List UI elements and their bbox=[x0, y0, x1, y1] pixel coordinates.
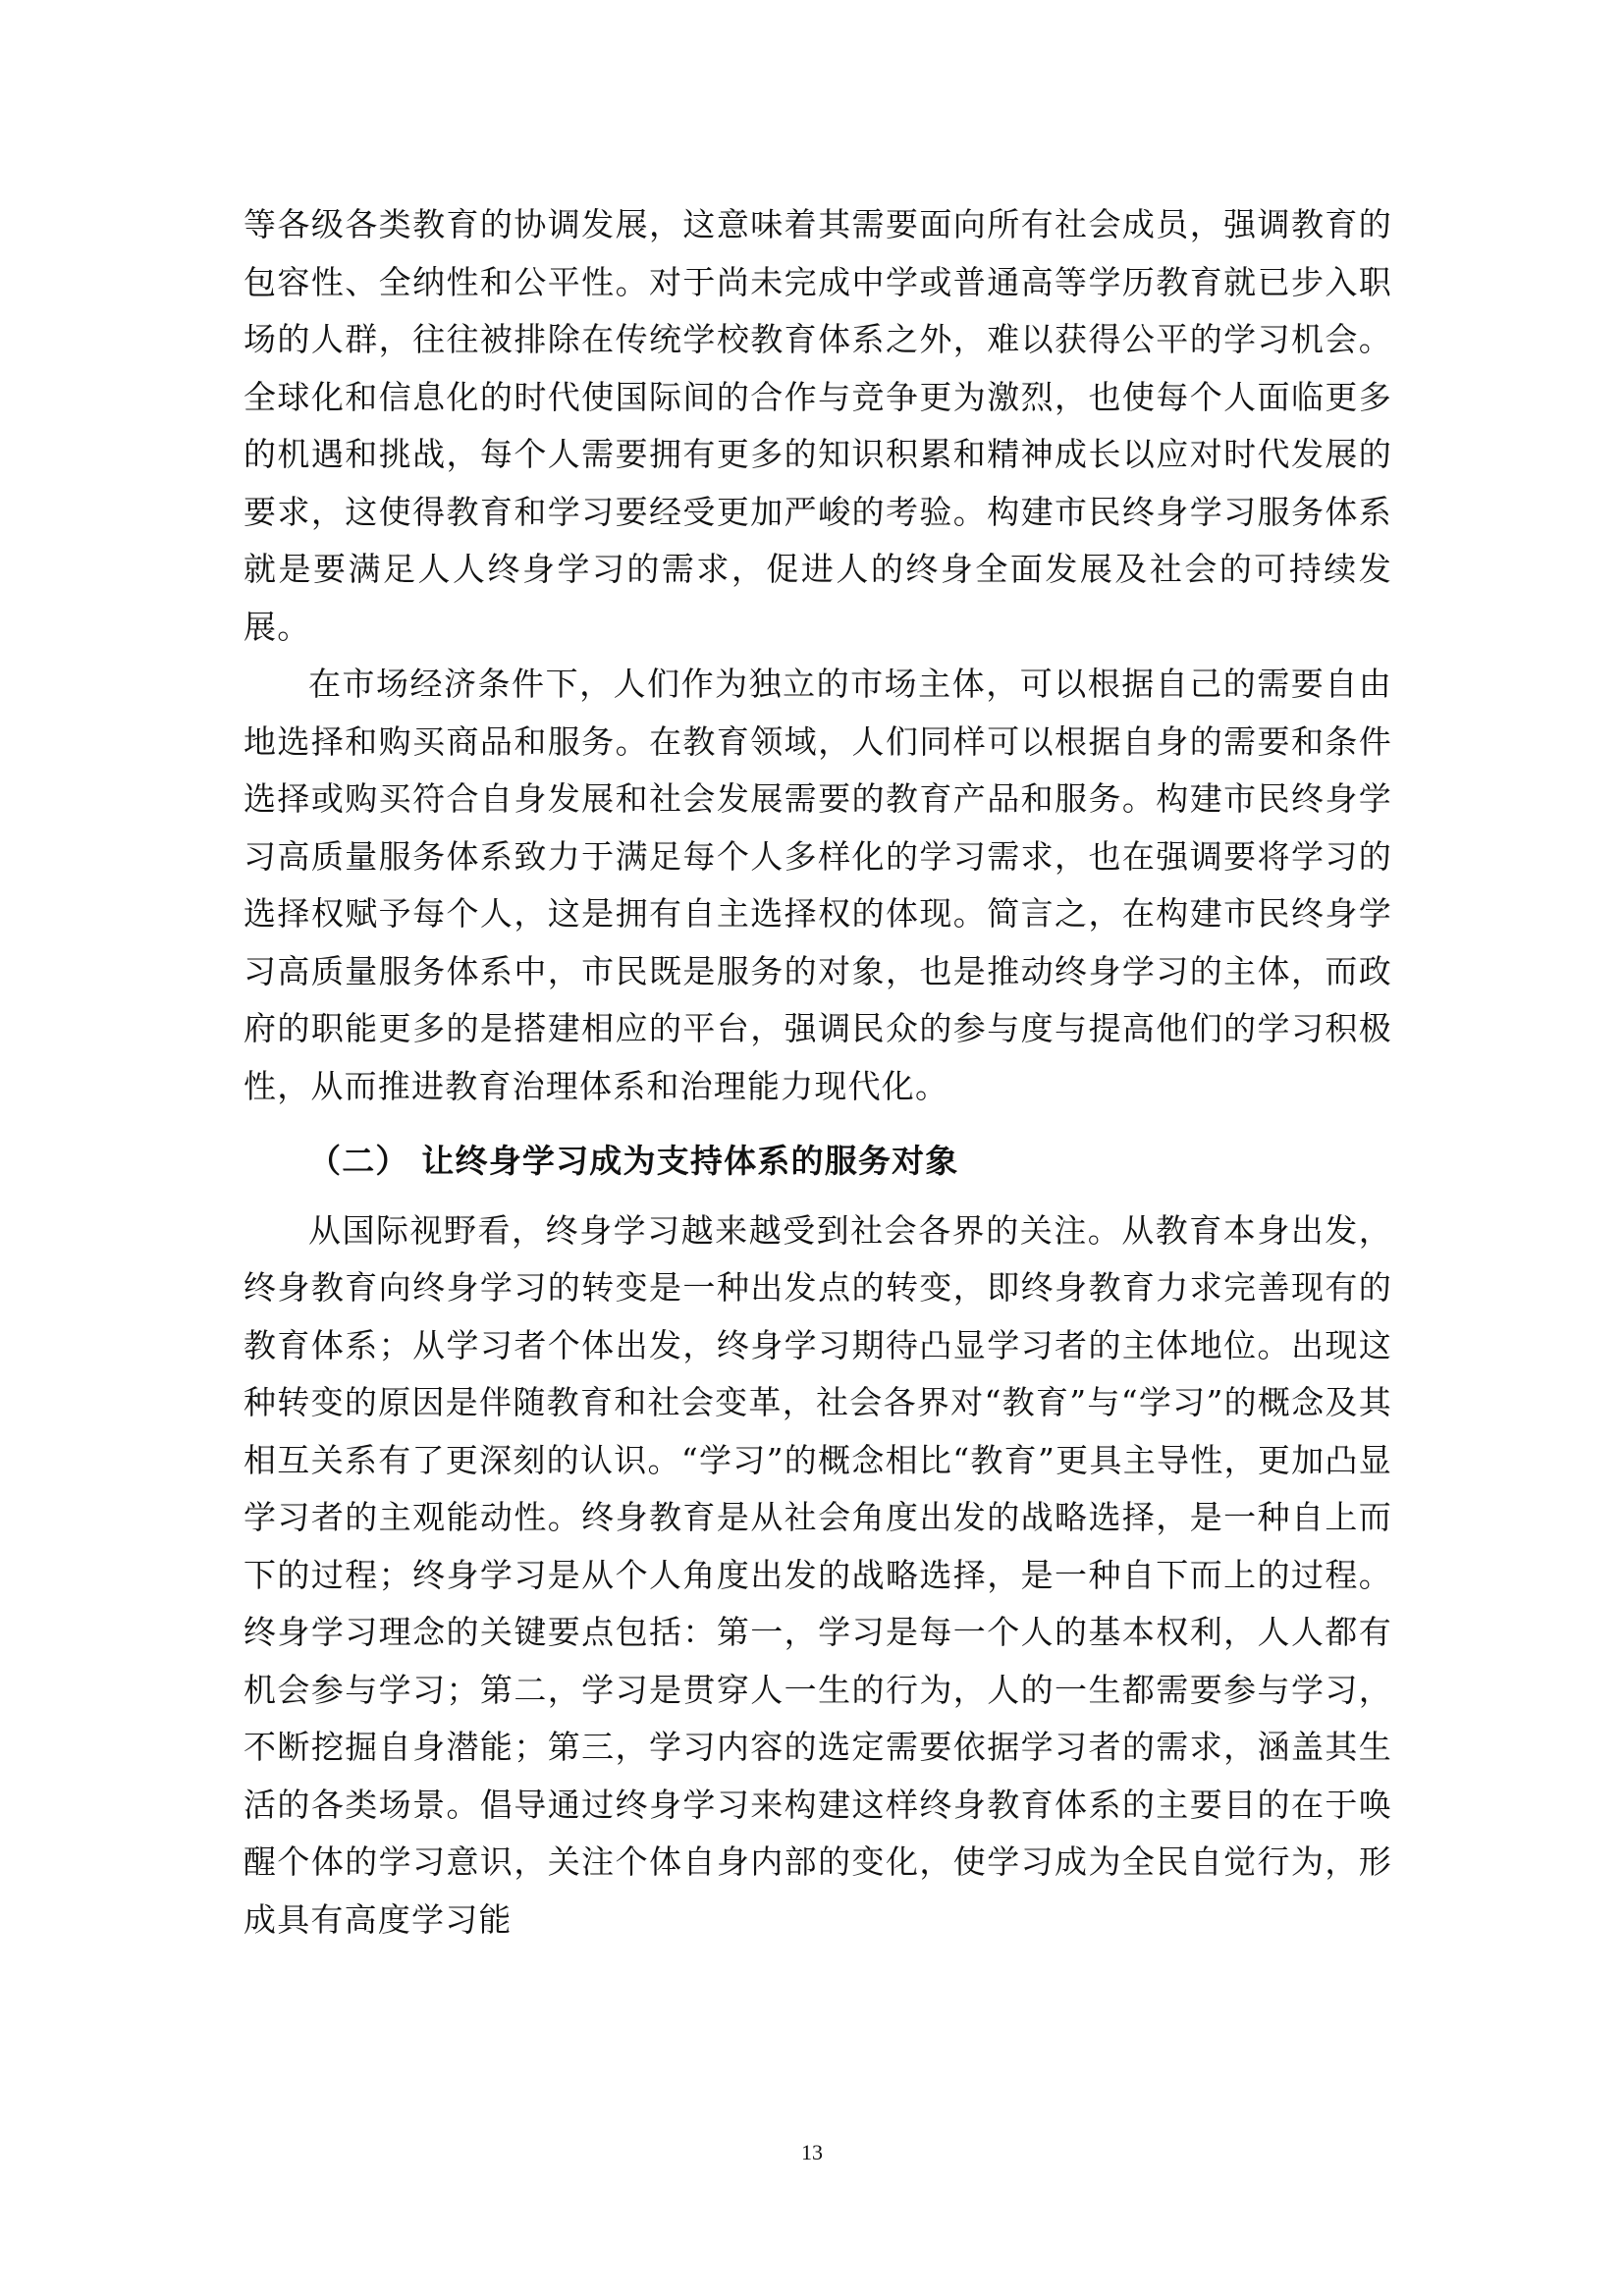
paragraph-3: 从国际视野看，终身学习越来越受到社会各界的关注。从教育本身出发，终身教育向终身学习的转变是一种出发点的转变，即终身教育力求完善现有的教育体系；从学习者个体出发，终身学习期待凸显学习者的主体地位。出现这种转变的原因是伴随教育和社会变革，社会各界对“教育”与“学习”的概念及其相互关系有了更深刻的认识。“学习”的概念相比“教育”更具主导性，更加凸显学习者的主观能动性。终身教育是从社会角度出发的战略选择，是一种自上而下的过程；终身学习是从个人角度出发的战略选择，是一种自下而上的过程。终身学习理念的关键要点包括：第一，学习是每一个人的基本权利，人人都有机会参与学习；第二，学习是贯穿人一生的行为，人的一生都需要参与学习，不断挖掘自身潜能；第三，学习内容的选定需要依据学习者的需求，涵盖其生活的各类场景。倡导通过终身学习来构建这样终身教育体系的主要目的在于唤醒个体的学习意识，关注个体自身内部的变化，使学习成为全民自觉行为，形成具有高度学习能 bbox=[244, 1210, 1392, 1939]
paragraph-2: 在市场经济条件下，人们作为独立的市场主体，可以根据自己的需要自由地选择和购买商品和服务。在教育领域，人们同样可以根据自身的需要和条件选择或购买符合自身发展和社会发展需要的教育产品和服务。构建市民终身学习高质量服务体系致力于满足每个人多样化的学习需求，也在强调要将学习的选择权赋予每个人，这是拥有自主选择权的体现。简言之，在构建市民终身学习高质量服务体系中，市民既是服务的对象，也是推动终身学习的主体，而政府的职能更多的是搭建相应的平台，强调民众的参与度与提高他们的学习积极性，从而推进教育治理体系和治理能力现代化。 bbox=[244, 665, 1392, 1105]
section-heading: （二） 让终身学习成为支持体系的服务对象 bbox=[308, 1142, 959, 1180]
page-number: 13 bbox=[801, 2140, 823, 2164]
paragraph-1: 等各级各类教育的协调发展，这意味着其需要面向所有社会成员，强调教育的包容性、全纳性和公平性。对于尚未完成中学或普通高等学历教育就已步入职场的人群，往往被排除在传统学校教育体系之外，难以获得公平的学习机会。全球化和信息化的时代使国际间的合作与竞争更为激烈，也使每个人面临更多的机遇和挑战，每个人需要拥有更多的知识积累和精神成长以应对时代发展的要求，这使得教育和学习要经受更加严峻的考验。构建市民终身学习服务体系就是要满足人人终身学习的需求，促进人的终身全面发展及社会的可持续发展。 bbox=[244, 205, 1392, 646]
body-text bbox=[244, 196, 1392, 1949]
